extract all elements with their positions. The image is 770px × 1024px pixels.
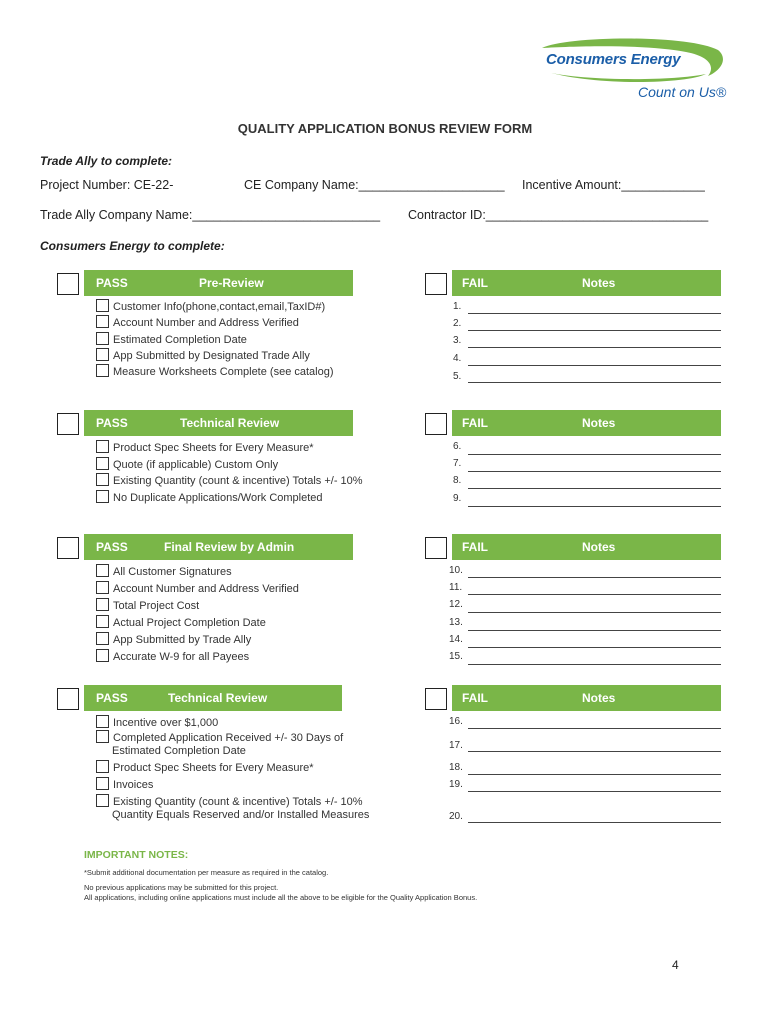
note-line[interactable]	[468, 330, 721, 331]
checkbox[interactable]	[96, 440, 109, 453]
checkbox[interactable]	[96, 564, 109, 577]
note-text: No previous applications may be submitted for this project.	[84, 883, 279, 892]
fail-checkbox-technical-review[interactable]	[425, 413, 447, 435]
note-number: 19.	[449, 779, 463, 790]
checklist-item[interactable]: Completed Application Received +/- 30 Days of	[96, 730, 343, 745]
fail-label: FAIL	[462, 276, 488, 290]
note-line[interactable]	[468, 594, 721, 595]
fail-header-bar	[452, 410, 721, 436]
checklist-item[interactable]: Incentive over $1,000	[96, 715, 218, 730]
trade-ally-company-field[interactable]: Trade Ally Company Name:___________________________	[40, 208, 381, 222]
note-number: 1.	[453, 301, 462, 312]
checklist-item[interactable]: App Submitted by Trade Ally	[96, 632, 251, 647]
notes-label: Notes	[582, 691, 616, 705]
note-line[interactable]	[468, 774, 721, 775]
checkbox[interactable]	[96, 364, 109, 377]
section-title: Technical Review	[180, 416, 280, 430]
note-line[interactable]	[468, 488, 721, 489]
note-line[interactable]	[468, 347, 721, 348]
note-number: 3.	[453, 335, 462, 346]
pass-label: PASS	[96, 416, 128, 430]
notes-label: Notes	[582, 540, 616, 554]
note-line[interactable]	[468, 822, 721, 823]
note-number: 10.	[449, 565, 463, 576]
fail-header-bar	[452, 685, 721, 711]
incentive-amount-field[interactable]: Incentive Amount:____________	[522, 178, 705, 192]
checklist-item[interactable]: Product Spec Sheets for Every Measure*	[96, 760, 314, 775]
checklist-item[interactable]: Account Number and Address Verified	[96, 581, 299, 596]
note-line[interactable]	[468, 647, 721, 648]
checkbox[interactable]	[96, 632, 109, 645]
checkbox[interactable]	[96, 794, 109, 807]
checkbox[interactable]	[96, 348, 109, 361]
pass-header-bar	[84, 270, 353, 296]
checklist-item[interactable]: Existing Quantity (count & incentive) Totals +/- 10%	[96, 794, 363, 809]
note-line[interactable]	[468, 664, 721, 665]
note-number: 4.	[453, 353, 462, 364]
checklist-item[interactable]: No Duplicate Applications/Work Completed	[96, 490, 323, 505]
checkbox[interactable]	[96, 777, 109, 790]
checkbox[interactable]	[96, 490, 109, 503]
checklist-item[interactable]: Account Number and Address Verified	[96, 315, 299, 330]
note-line[interactable]	[468, 612, 721, 613]
logo-name: Consumers Energy	[546, 51, 681, 68]
pass-checkbox-technical-review[interactable]	[57, 413, 79, 435]
checklist-item[interactable]: Actual Project Completion Date	[96, 615, 266, 630]
pass-label: PASS	[96, 276, 128, 290]
logo-tagline: Count on Us®	[638, 84, 727, 100]
note-number: 15.	[449, 651, 463, 662]
note-line[interactable]	[468, 313, 721, 314]
note-line[interactable]	[468, 751, 721, 752]
checklist-item-continued: Estimated Completion Date	[112, 745, 246, 757]
pass-header-bar	[84, 534, 353, 560]
section-title: Technical Review	[168, 691, 268, 705]
project-number-field[interactable]: Project Number: CE-22-	[40, 178, 174, 192]
note-number: 9.	[453, 493, 462, 504]
note-number: 12.	[449, 599, 463, 610]
note-text: All applications, including online applications must include all the above to be eligible for the Quality Application Bonus.	[84, 893, 478, 902]
form-title: QUALITY APPLICATION BONUS REVIEW FORM	[237, 121, 533, 136]
checklist-item[interactable]: Customer Info(phone,contact,email,TaxID#)	[96, 299, 325, 314]
fail-checkbox-pre-review[interactable]	[425, 273, 447, 295]
note-number: 7.	[453, 458, 462, 469]
note-number: 13.	[449, 617, 463, 628]
consumers-energy-label: Consumers Energy to complete:	[40, 239, 225, 253]
checklist-item[interactable]: Quote (if applicable) Custom Only	[96, 457, 278, 472]
note-number: 6.	[453, 441, 462, 452]
checkbox[interactable]	[96, 299, 109, 312]
fail-checkbox-final-review[interactable]	[425, 537, 447, 559]
checkbox[interactable]	[96, 332, 109, 345]
page-number: 4	[672, 958, 679, 972]
note-number: 2.	[453, 318, 462, 329]
checklist-item[interactable]: App Submitted by Designated Trade Ally	[96, 348, 310, 363]
note-number: 14.	[449, 634, 463, 645]
checkbox[interactable]	[96, 649, 109, 662]
pass-label: PASS	[96, 540, 128, 554]
note-number: 20.	[449, 811, 463, 822]
important-notes-heading: IMPORTANT NOTES:	[84, 849, 189, 861]
contractor-id-field[interactable]: Contractor ID:________________________________	[408, 208, 709, 222]
note-line[interactable]	[468, 365, 721, 366]
pass-header-bar	[84, 410, 353, 436]
fail-header-bar	[452, 534, 721, 560]
pass-label: PASS	[96, 691, 128, 705]
section-title: Pre-Review	[199, 276, 264, 290]
checkbox[interactable]	[96, 715, 109, 728]
note-line[interactable]	[468, 728, 721, 729]
fail-label: FAIL	[462, 540, 488, 554]
checklist-item[interactable]: Total Project Cost	[96, 598, 199, 613]
notes-label: Notes	[582, 276, 616, 290]
section-title: Final Review by Admin	[164, 540, 295, 554]
pass-checkbox-technical-review-2[interactable]	[57, 688, 79, 710]
pass-checkbox-final-review[interactable]	[57, 537, 79, 559]
note-number: 16.	[449, 716, 463, 727]
notes-label: Notes	[582, 416, 616, 430]
note-line[interactable]	[468, 577, 721, 578]
trade-ally-label: Trade Ally to complete:	[40, 154, 173, 168]
checklist-item[interactable]: All Customer Signatures	[96, 564, 232, 579]
checkbox[interactable]	[96, 473, 109, 486]
checklist-item[interactable]: Invoices	[96, 777, 153, 792]
note-number: 11.	[449, 582, 463, 593]
note-line[interactable]	[468, 791, 721, 792]
note-text: *Submit additional documentation per measure as required in the catalog.	[84, 868, 329, 877]
note-number: 8.	[453, 475, 462, 486]
checklist-item[interactable]: Estimated Completion Date	[96, 332, 247, 347]
checkbox[interactable]	[96, 760, 109, 773]
checklist-item-continued: Quantity Equals Reserved and/or Installed Measures	[112, 809, 370, 821]
pass-checkbox-pre-review[interactable]	[57, 273, 79, 295]
note-line[interactable]	[468, 454, 721, 455]
checklist-item[interactable]: Measure Worksheets Complete (see catalog)	[96, 364, 334, 379]
note-number: 5.	[453, 371, 462, 382]
checkbox[interactable]	[96, 457, 109, 470]
note-line[interactable]	[468, 471, 721, 472]
note-line[interactable]	[468, 382, 721, 383]
note-number: 17.	[449, 740, 463, 751]
note-number: 18.	[449, 762, 463, 773]
fail-label: FAIL	[462, 416, 488, 430]
pass-header-bar	[84, 685, 342, 711]
fail-header-bar	[452, 270, 721, 296]
fail-checkbox-technical-review-2[interactable]	[425, 688, 447, 710]
checkbox[interactable]	[96, 315, 109, 328]
note-line[interactable]	[468, 630, 721, 631]
note-line[interactable]	[468, 506, 721, 507]
checkbox[interactable]	[96, 615, 109, 628]
checkbox[interactable]	[96, 581, 109, 594]
checklist-item[interactable]: Product Spec Sheets for Every Measure*	[96, 440, 314, 455]
ce-company-name-field[interactable]: CE Company Name:_____________________	[244, 178, 505, 192]
checkbox[interactable]	[96, 730, 109, 743]
fail-label: FAIL	[462, 691, 488, 705]
checklist-item[interactable]: Accurate W-9 for all Payees	[96, 649, 249, 664]
checklist-item[interactable]: Existing Quantity (count & incentive) Totals +/- 10%	[96, 473, 363, 488]
checkbox[interactable]	[96, 598, 109, 611]
